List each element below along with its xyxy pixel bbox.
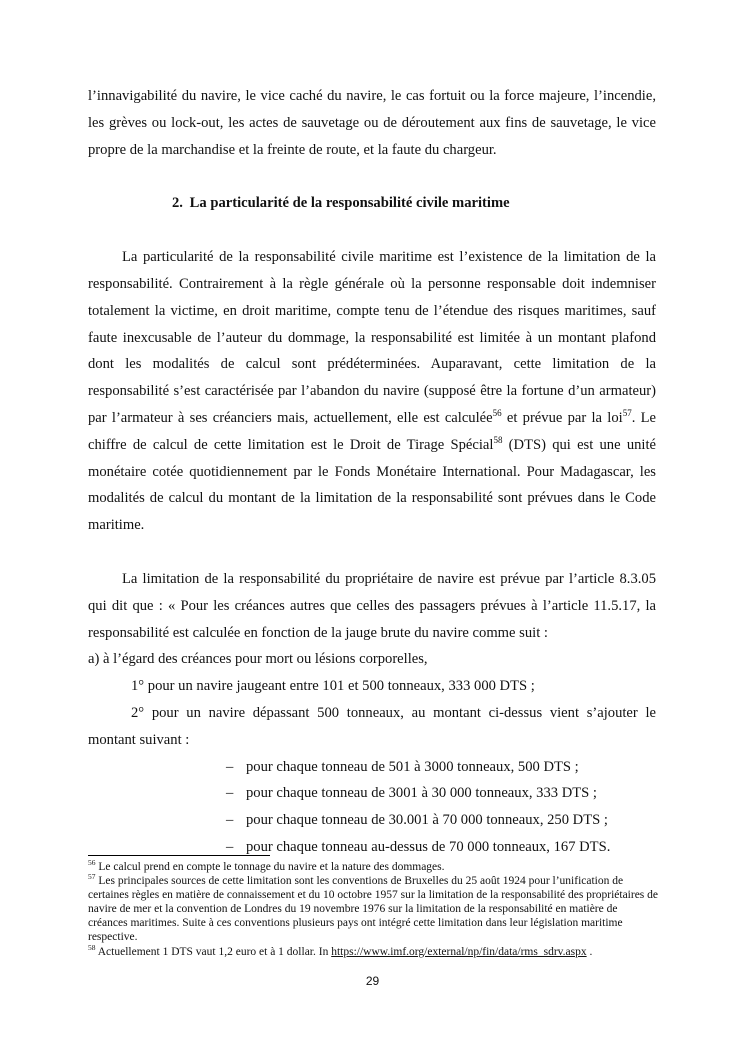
dash-item-text: pour chaque tonneau de 30.001 à 70 000 tonneaux, 250 DTS ; [246, 812, 608, 829]
section-title: La particularité de la responsabilité civile maritime [189, 195, 510, 212]
list-item-1: 1° pour un navire jaugeant entre 101 et 500 tonneaux, 333 000 DTS ; [131, 678, 535, 695]
paragraph-limitation [88, 244, 656, 539]
footnote-number: 58 [88, 942, 96, 952]
dash-item [88, 780, 656, 807]
paragraph-text: La particularité de la responsabilité civile maritime est l’existence de la limitation de la responsabilité. Contrairement à la règle générale où la personne responsable doit indemniser totalement la victime, en droit maritime, compte tenu de l’étendue des risques maritimes, sauf faute inexcusable de l’auteur du dommage, la responsabilité est limitée à un montant plafond dont les modalités de calcul sont prédéterminées. Auparavant, cette limitation de la responsabilité s’est caractérisée par l’abandon du navire (supposé être la fortune d’un armateur) par l’armateur à ses créanciers mais, actuellement, elle est calculée [88, 249, 656, 426]
list-item-2: 2° pour un navire dépassant 500 tonneaux, au montant ci-dessus vient s’ajouter le montant suivant : [88, 704, 656, 748]
dash-bullet: – [226, 785, 234, 802]
footnote-separator [88, 855, 270, 856]
paragraph-text: . Le chiffre de calcul de cette limitation est le Droit de Tirage Spécial [88, 409, 656, 453]
imf-link[interactable]: https://www.imf.org/external/np/fin/data/rms_sdrv.aspx [331, 945, 587, 958]
footnotes [88, 860, 658, 959]
paragraph-article: La limitation de la responsabilité du propriétaire de navire est prévue par l’article 8.3.05 qui dit que : « Pour les créances autres que celles des passagers prévues à l’article 11.5.17, la responsabilité est calculée en fonction de la jauge brute du navire comme suit : [88, 570, 656, 641]
dash-item-text: pour chaque tonneau de 3001 à 30 000 tonneaux, 333 DTS ; [246, 785, 597, 802]
footnote-56 [88, 860, 658, 874]
dash-bullet: – [226, 758, 234, 775]
footnote-text: Les principales sources de cette limitation sont les conventions de Bruxelles du 25 août 1924 pour l’unification de certaines règles en matière de connaissement et du 10 octobre 1957 sur la limitation de la responsabilité des propriétaires de navire de mer et la convention de Londres du 19 novembre 1976 sur la limitation de la responsabilité en matière de créances maritimes. Suite à ces conventions plusieurs pays ont intégré cette limitation dans leur législation maritime respective. [88, 875, 659, 944]
footnote-text: . [586, 945, 593, 958]
footnote-text: Actuellement 1 DTS vaut 1,2 euro et à 1 dollar. In [95, 945, 332, 958]
dash-item [88, 807, 656, 834]
footnote-ref-56[interactable]: 56 [492, 408, 502, 419]
list-item-a: a) à l’égard des créances pour mort ou lésions corporelles, [88, 651, 428, 668]
section-heading [88, 190, 656, 217]
paragraph-text: (DTS) qui est une unité monétaire cotée quotidiennement par le Fonds Monétaire International. Pour Madagascar, les modalités de calcul du montant de la limitation de la responsabilité sont prévues dans le Code maritime. [88, 436, 656, 534]
footnote-number: 57 [88, 872, 96, 882]
page-number: 29 [365, 974, 380, 988]
dash-bullet: – [226, 812, 234, 829]
footnote-57 [88, 874, 658, 944]
footnote-58 [88, 942, 658, 959]
dash-bullet: – [226, 838, 234, 855]
section-number: 2. [172, 195, 183, 212]
dash-item-text: pour chaque tonneau de 501 à 3000 tonneaux, 500 DTS ; [246, 758, 579, 775]
paragraph-intro: l’innavigabilité du navire, le vice caché du navire, le cas fortuit ou la force majeure, l’incendie, les grèves ou lock-out, les actes de sauvetage ou de déroutement aux fins de sauvetage, le vice propre de la marchandise et la freinte de route, et la faute du chargeur. [88, 88, 656, 158]
dash-item [88, 754, 656, 781]
dash-item-text: pour chaque tonneau au-dessus de 70 000 tonneaux, 167 DTS. [246, 838, 611, 855]
footnote-number: 56 [88, 858, 96, 868]
document-body [88, 83, 656, 861]
footnote-text: Le calcul prend en compte le tonnage du navire et la nature des dommages. [95, 861, 445, 873]
paragraph-text: et prévue par la loi [501, 409, 623, 426]
footnote-ref-57[interactable]: 57 [622, 408, 632, 419]
footnote-ref-58[interactable]: 58 [493, 434, 503, 445]
dash-item [88, 834, 656, 861]
